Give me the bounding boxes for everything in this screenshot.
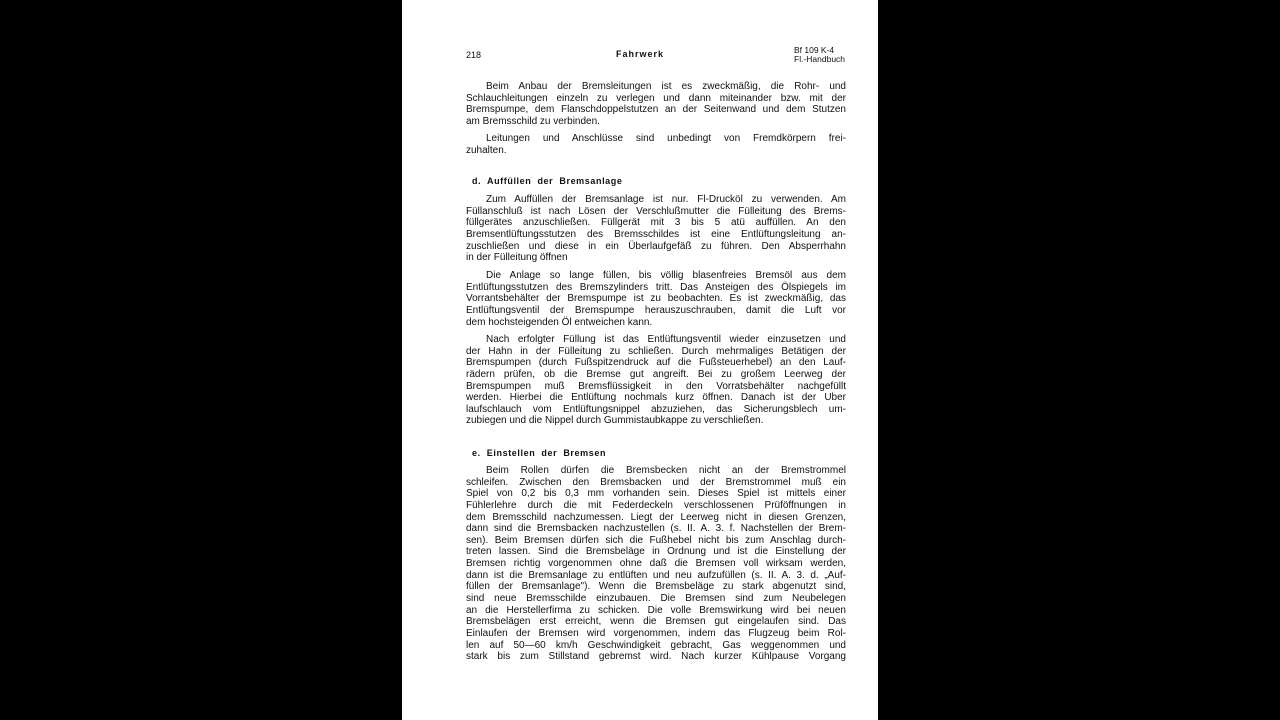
text-line: laufschlauch vom Entlüftungsnippel abzuziehen, das Sicherungsblech um- (466, 403, 846, 415)
text-line: Bremspumpe, dem Flanschdoppelstutzen an der Seitenwand und dem Stutzen (466, 104, 846, 116)
text-line: Bremspumpen (durch Fußspitzendruck auf die Fußsteuerhebel) an den Lauf- (466, 357, 846, 369)
text-line: schleifen. Zwischen den Bremsbacken und der Bremstrommel muß ein (466, 476, 846, 488)
text-line: Zum Auffüllen der Bremsanlage ist nur. Fl-Drucköl zu verwenden. Am (486, 194, 846, 205)
text-line: dem Bremsschild nachzumessen. Liegt der Leerweg nicht in diesen Grenzen, (466, 511, 846, 523)
text-line: Einlaufen der Bremsen wird vorgenommen, indem das Flugzeug beim Rol- (466, 627, 846, 639)
text-line: Spiel von 0,2 bis 0,3 mm vorhanden sein. Dieses Spiel ist mittels einer (466, 488, 846, 500)
text-line: rädern prüfen, ob die Bremse gut angreift. Bei zu großem Leerweg der (466, 368, 846, 380)
text-line: dann ist die Bremsanlage zu entlüften und neu aufzufüllen (s. II. A. 3. d. „Auf- (466, 569, 846, 581)
text-line: Die Anlage so lange füllen, bis völlig blasenfreies Bremsöl aus dem (486, 270, 846, 281)
text-line: dann sind die Bremsbacken nachzustellen (s. II. A. 3. f. Nachstellen der Brem- (466, 523, 846, 535)
text-line: zuschließen und diese in ein Überlaufgefäß zu führen. Den Absperrhahn (466, 240, 846, 252)
page-number: 218 (466, 50, 482, 60)
reference-line-1: Bf 109 K-4 (794, 45, 835, 55)
paragraph (466, 465, 846, 663)
text-line: Beim Anbau der Bremsleitungen ist es zweckmäßig, die Rohr- und (486, 81, 846, 92)
text-line: Fühlerlehre durch die mit Federdeckeln verschlossenen Prüföffnungen in (466, 499, 846, 511)
text-line: Leitungen und Anschlüsse sind unbedingt von Fremdkörpern frei- (486, 133, 846, 144)
paragraph (466, 270, 846, 328)
text-line: werden. Hierbei die Entlüftung nochmals kurz öffnen. Danach ist der Uber (466, 392, 846, 404)
text-line: dem hochsteigenden Öl entweichen kann. (466, 316, 653, 328)
text-line: Beim Rollen dürfen die Bremsbecken nicht an der Bremstrommel (486, 465, 846, 476)
text-line: in der Fülleitung öffnen (466, 252, 568, 264)
text-line: zubiegen und die Nippel durch Gummistaubkappe zu verschließen. (466, 415, 764, 427)
document-page (402, 0, 878, 720)
page-header-title: Fahrwerk (615, 49, 665, 59)
text-line: treten lassen. Sind die Bremsbeläge in Ordnung und ist die Einstellung der (466, 546, 846, 558)
text-line: Schlauchleitungen einzeln zu verlegen und dann miteinander bzw. mit der (466, 92, 846, 104)
text-line: Bremsen richtig vorgenommen ohne daß die Bremsen voll wirksam werden, (466, 558, 846, 570)
text-line: Bremsbelägen erst erreicht, wenn die Bremsen gut eingelaufen sind. Das (466, 616, 846, 628)
text-line: sen). Beim Bremsen dürfen sich die Fußhebel nicht bis zum Anschlag durch- (466, 534, 846, 546)
text-line: len auf 50—60 km/h Geschwindigkeit gebracht, Gas weggenommen und (466, 639, 846, 651)
text-line: Entlüftungsventil der Bremspumpe herauszuschrauben, damit die Luft vor (466, 304, 846, 316)
section-heading-d: d. Auffüllen der Bremsanlage (472, 176, 623, 186)
page-header-reference (794, 46, 845, 63)
text-line: sind neue Bremsschilde einzubauen. Die Bremsen sind zum Neubelegen (466, 593, 846, 605)
text-line: Füllanschluß ist nach Lösen der Verschlußmutter die Fülleitung des Brems- (466, 205, 846, 217)
text-line: Bremspumpen muß Bremsflüssigkeit in den Vorratsbehälter nachgefüllt (466, 380, 846, 392)
text-line: Nach erfolgter Füllung ist das Entlüftungsventil wieder einzusetzen und (486, 334, 846, 345)
paragraph (466, 334, 846, 427)
text-line: füllen der Bremsanlage"). Wenn die Bremsbeläge zu stark abgenutzt sind, (466, 581, 846, 593)
text-line: Vorrantsbehälter der Bremspumpe ist zu beobachten. Es ist zweckmäßig, das (466, 293, 846, 305)
section-heading-e: e. Einstellen der Bremsen (472, 448, 607, 458)
text-line: Bremsentlüftungsstutzen des Bremsschildes ist eine Entlüftungsleitung an- (466, 228, 846, 240)
reference-line-2: Fl.-Handbuch (794, 53, 846, 64)
text-line: Entlüftungsstutzen des Bremszylinders tritt. Das Ansteigen des Ölspiegels im (466, 281, 846, 293)
text-line: füllgerätes anzuschließen. Füllgerät mit 3 bis 5 atü auffüllen. An den (466, 217, 846, 229)
text-line: stark bis zum Stillstand gebremst wird. Nach kurzer Kühlpause Vorgang (466, 651, 846, 663)
text-line: an die Herstellerfirma zu schicken. Die volle Bremswirkung wird bei neuen (466, 604, 846, 616)
paragraph (466, 194, 846, 264)
paragraph (466, 133, 846, 156)
text-line: zuhalten. (466, 144, 507, 156)
text-line: der Hahn in der Fülleitung zu schließen. Durch mehrmaliges Betätigen der (466, 345, 846, 357)
text-line: am Bremsschild zu verbinden. (466, 115, 600, 127)
paragraph (466, 81, 846, 128)
